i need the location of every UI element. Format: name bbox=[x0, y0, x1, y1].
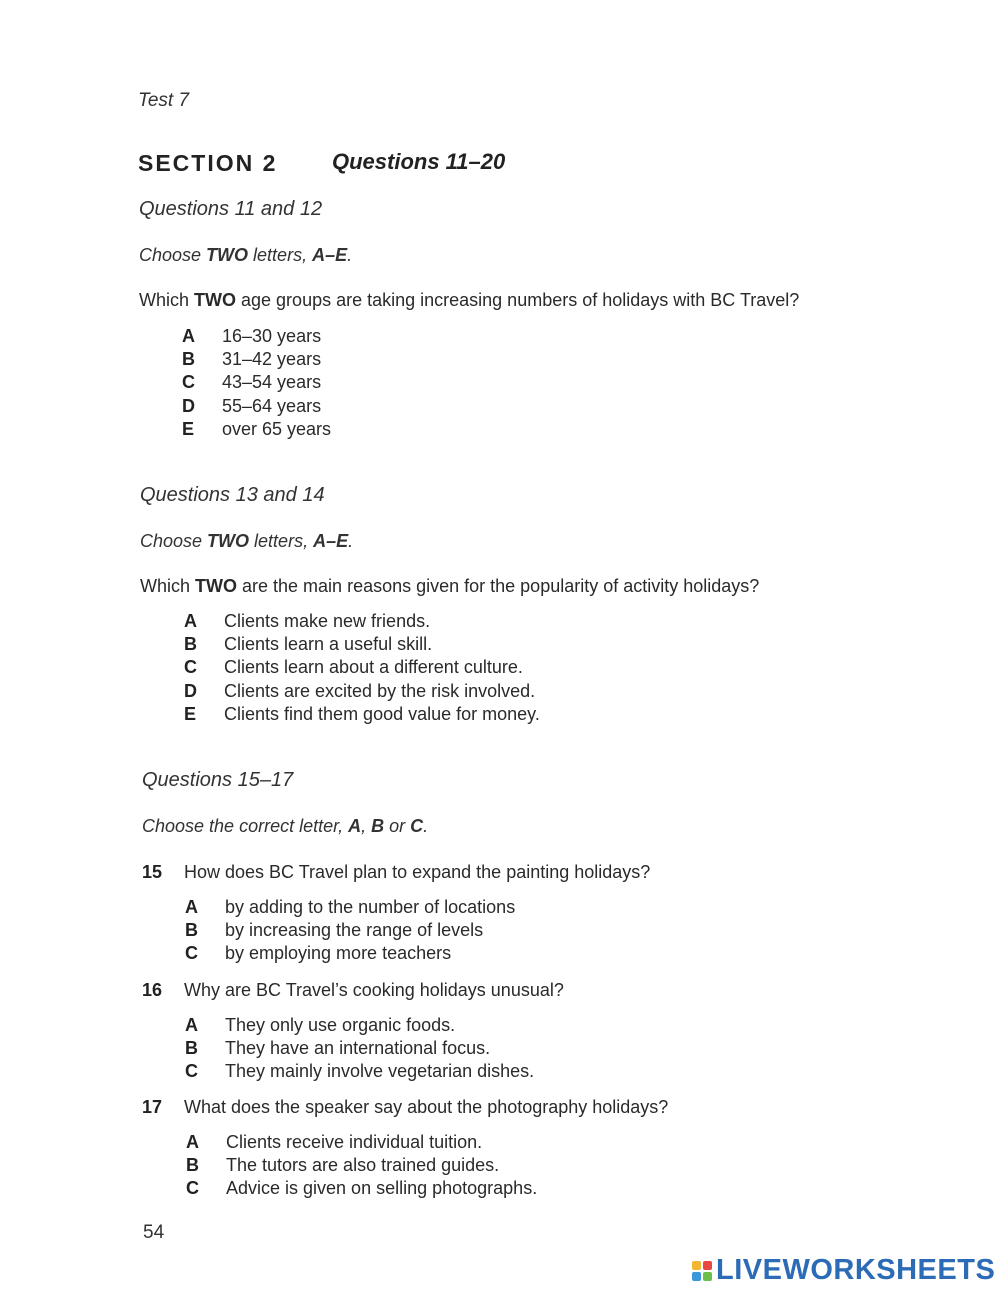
option-c[interactable]: C They mainly involve vegetarian dishes. bbox=[185, 1061, 535, 1082]
option-c[interactable]: C Clients learn about a different culture. bbox=[184, 657, 523, 678]
option-d[interactable]: D 55–64 years bbox=[182, 395, 322, 416]
test-label: Test 7 bbox=[138, 90, 190, 111]
group-instruction: Choose TWO letters, A–E. bbox=[140, 531, 354, 551]
option-c[interactable]: C 43–54 years bbox=[182, 372, 322, 393]
option-c[interactable]: C by employing more teachers bbox=[185, 943, 452, 964]
options-list bbox=[184, 610, 540, 726]
group-heading: Questions 15–17 bbox=[142, 769, 294, 791]
option-a[interactable]: A They only use organic foods. bbox=[185, 1015, 456, 1036]
option-b[interactable]: B They have an international focus. bbox=[185, 1038, 491, 1059]
question-text: How does BC Travel plan to expand the painting holidays? bbox=[184, 862, 651, 882]
question-stem: Which TWO age groups are taking increasing numbers of holidays with BC Travel? bbox=[139, 290, 800, 310]
options-list bbox=[186, 1131, 537, 1201]
liveworksheets-logo bbox=[692, 1254, 995, 1287]
option-b[interactable]: B by increasing the range of levels bbox=[185, 920, 484, 941]
option-e[interactable]: E over 65 years bbox=[182, 418, 332, 439]
option-a[interactable]: A Clients receive individual tuition. bbox=[186, 1132, 483, 1153]
question-text: Why are BC Travel’s cooking holidays unusual? bbox=[184, 980, 564, 1000]
question-number: 16 bbox=[142, 980, 163, 1000]
option-c[interactable]: C Advice is given on selling photographs. bbox=[186, 1178, 538, 1199]
logo-square bbox=[703, 1261, 712, 1270]
option-b[interactable]: B 31–42 years bbox=[182, 349, 322, 370]
question-number: 15 bbox=[142, 862, 163, 882]
option-d[interactable]: D Clients are excited by the risk involved. bbox=[184, 680, 536, 701]
logo-text: LIVEWORKSHEETS bbox=[716, 1254, 996, 1286]
group-instruction: Choose TWO letters, A–E. bbox=[139, 245, 353, 265]
logo-square bbox=[703, 1272, 712, 1281]
logo-square bbox=[692, 1261, 701, 1270]
options-list bbox=[182, 325, 331, 441]
options-list bbox=[185, 896, 515, 966]
option-b[interactable]: B The tutors are also trained guides. bbox=[186, 1155, 500, 1176]
group-heading: Questions 11 and 12 bbox=[139, 198, 323, 220]
question-text: What does the speaker say about the photography holidays? bbox=[184, 1097, 669, 1117]
logo-square bbox=[692, 1272, 701, 1281]
options-list bbox=[185, 1014, 534, 1084]
logo-squares-icon bbox=[692, 1261, 712, 1281]
option-b[interactable]: B Clients learn a useful skill. bbox=[184, 634, 433, 655]
page-number: 54 bbox=[143, 1222, 165, 1243]
question-number: 17 bbox=[142, 1097, 163, 1117]
option-a[interactable]: A Clients make new friends. bbox=[184, 611, 431, 632]
option-a[interactable]: A 16–30 years bbox=[182, 326, 322, 347]
group-heading: Questions 13 and 14 bbox=[140, 484, 325, 506]
section-questions-range: Questions 11–20 bbox=[332, 149, 506, 174]
option-a[interactable]: A by adding to the number of locations bbox=[185, 897, 516, 918]
section-title: SECTION 2 bbox=[138, 150, 278, 176]
option-e[interactable]: E Clients find them good value for money. bbox=[184, 703, 540, 724]
group-instruction: Choose the correct letter, A, B or C. bbox=[142, 816, 429, 836]
question-stem: Which TWO are the main reasons given for the popularity of activity holidays? bbox=[140, 576, 760, 596]
